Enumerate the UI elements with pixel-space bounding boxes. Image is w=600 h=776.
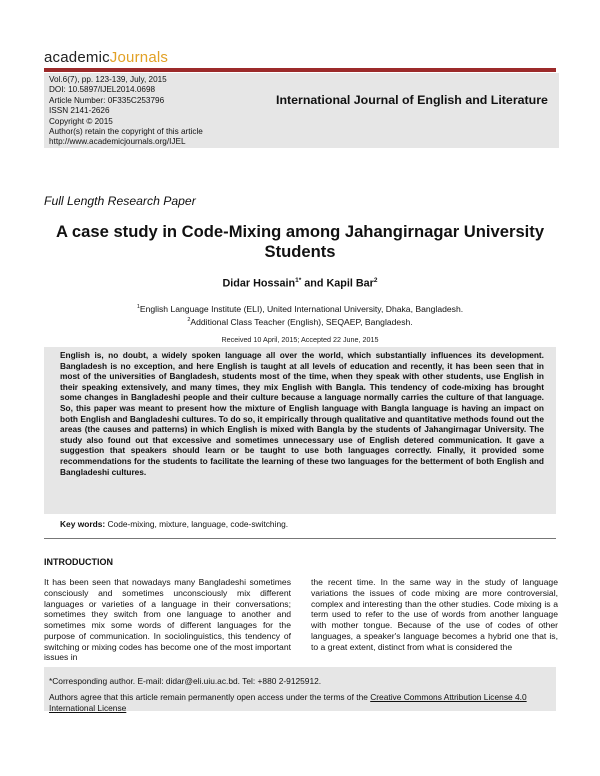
section-heading-introduction: INTRODUCTION xyxy=(44,557,113,567)
meta-article-number: Article Number: 0F335C253796 xyxy=(49,95,165,105)
affiliation-1-text: English Language Institute (ELI), United International University, Dhaka, Bangladesh. xyxy=(139,303,464,314)
affiliation-2 xyxy=(44,315,556,328)
journal-logo xyxy=(44,49,168,66)
affiliations xyxy=(44,302,556,329)
author-1: Didar Hossain xyxy=(222,277,296,290)
logo-text-journals: Journals xyxy=(109,49,169,66)
license-note xyxy=(49,692,553,714)
corresponding-author: *Corresponding author. E-mail: didar@eli.uiu.ac.bd. Tel: +880 2-9125912. xyxy=(49,676,322,686)
meta-url-link[interactable]: http://www.academicjournals.org/IJEL xyxy=(49,137,186,147)
affiliation-1-sup: 1 xyxy=(136,304,140,310)
license-link[interactable]: Creative Commons Attribution License 4.0 International License xyxy=(49,692,527,713)
journal-name: International Journal of English and Literature xyxy=(276,93,548,107)
logo-text-academic: academic xyxy=(44,49,110,66)
author-line xyxy=(44,277,556,290)
affiliation-1 xyxy=(44,302,556,315)
logo-rule xyxy=(44,68,556,72)
article-metadata xyxy=(49,75,203,148)
paper-type: Full Length Research Paper xyxy=(44,194,196,208)
author-2: Kapil Bar xyxy=(326,277,374,290)
keywords-label: Key words: xyxy=(60,519,106,529)
meta-issn: ISSN 2141-2626 xyxy=(49,106,110,116)
body-column-left: It has been seen that nowadays many Bangladeshi sometimes consciously and sometimes unconsciously mix different languages or varieties of a language in their conversations; sometimes they switch from one language to another and sometimes mix some words of different languages for the purpose of communication. In sociolinguistics, this tendency of switching or mixing codes has become one of the most important issues in xyxy=(44,577,291,663)
meta-volume: Vol.6(7), pp. 123-139, July, 2015 xyxy=(49,75,167,84)
author-2-sup: 2 xyxy=(373,277,378,284)
paper-title: A case study in Code-Mixing among Jahangirnagar University Students xyxy=(55,222,545,261)
license-text: Authors agree that this article remain permanently open access under the terms of the xyxy=(49,692,371,702)
meta-doi[interactable]: DOI: 10.5897/IJEL2014.0698 xyxy=(49,85,156,95)
author-conj: and xyxy=(301,277,327,290)
author-1-sup: 1* xyxy=(295,277,302,284)
affiliation-2-text: Additional Class Teacher (English), SEQAEP, Bangladesh. xyxy=(190,317,413,328)
keywords-text: Code-mixing, mixture, language, code-switching. xyxy=(105,519,289,529)
received-dates: Received 10 April, 2015; Accepted 22 June, 2015 xyxy=(221,335,379,344)
meta-copyright: Copyright © 2015 xyxy=(49,116,113,126)
meta-rights: Author(s) retain the copyright of this article xyxy=(49,127,203,137)
abstract-text: English is, no doubt, a widely spoken language all over the world, which substantially influences its development. Bangladesh is no exception, and here English is taught at all levels of education and recently, it has been seen that in most of the universities of Bangladesh, students most of the time, when they speak with other students, use English in their speaking extensively, and many times, they mix English with Bangla. This tendency of code-mixing has brought some changes in Bangladeshi people and their culture because a language normally carries the culture of that language. So, this paper was meant to present how the mixture of English language with Bangla language is having an impact on both English and Bangladeshi cultures. To do so, it empirically through qualitative and quantitative methods found out the areas (the causes and patterns) in which English is mixed with Bangla by the students of Jahangirnagar University. The study also found out that excessive and sometimes unnecessary use of English detered communication. It gave a suggestion that speakers should learn or be taught to use both languages correctly. Finally, it provided some recommendations for the students to facilitate the learning of these two languages for the betterment of both English and Bangladeshi cultures. xyxy=(60,350,544,477)
keywords-divider xyxy=(44,538,556,539)
body-column-right: the recent time. In the same way in the study of language variations the issues of code mixing are more controversial, complex and interesting than the other studies. Code mixing is a term used to refer to the use of words from another language with mother tongue. Because of the use of codes of other languages, a speaker's language becomes a hybrid one that is, to a great extent, distinct from what is considered the xyxy=(311,577,558,652)
affiliation-2-sup: 2 xyxy=(187,317,191,324)
keywords xyxy=(60,519,544,529)
